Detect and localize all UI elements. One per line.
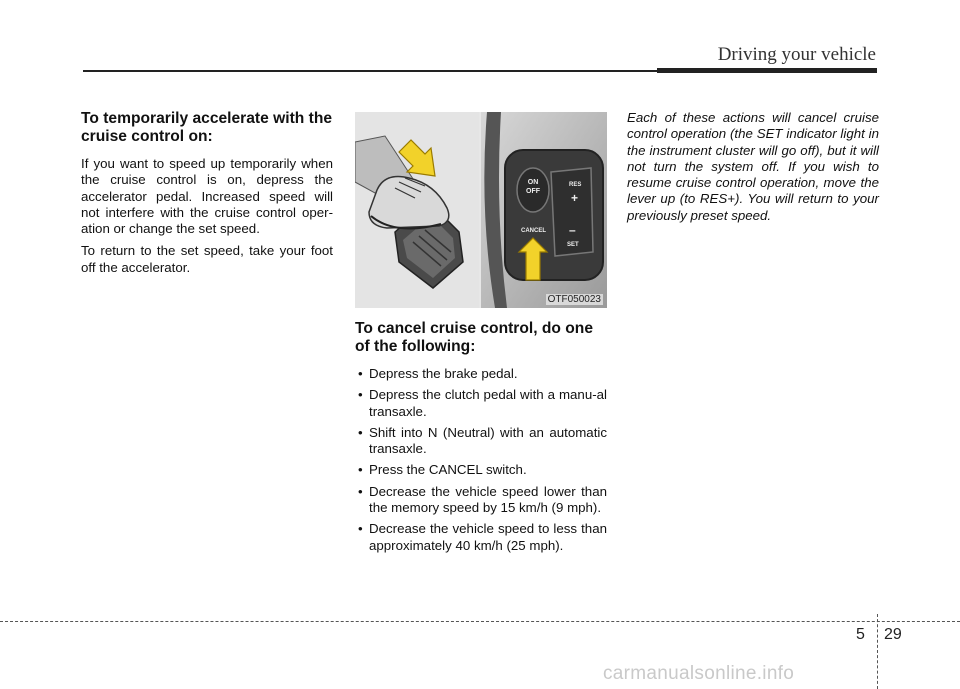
column-cancel <box>355 112 607 559</box>
cancel-list <box>355 366 607 554</box>
list-item: • Depress the clutch pedal with a manu-al transaxle. <box>358 387 607 419</box>
plus-label: + <box>571 191 579 205</box>
figure-illustration <box>355 112 607 308</box>
accelerate-para-1: If you want to speed up temporarily when the cruise control is on, depress the accelerator pedal. Increased speed will not interfere with the cruise control oper-ation or change the set speed. <box>81 156 333 237</box>
cancel-label: CANCEL <box>521 228 546 234</box>
list-item: • Press the CANCEL switch. <box>358 462 527 478</box>
column-accelerate <box>81 110 333 282</box>
watermark: carmanualsonline.info <box>603 663 795 684</box>
list-item: • Shift into N (Neutral) with an automatic transaxle. <box>358 424 607 457</box>
list-item: • Decrease the vehicle speed to less than approximately 40 km/h (25 mph). <box>358 521 607 553</box>
footer-rule <box>0 621 960 622</box>
accelerate-heading: To temporarily accelerate with the cruise control on: <box>81 110 333 145</box>
page-number: 29 <box>884 626 902 643</box>
chapter-number: 5 <box>856 626 865 643</box>
figure-code: OTF050023 <box>547 294 601 305</box>
header-rule-thick <box>657 68 877 73</box>
cancel-heading: To cancel cruise control, do one of the following: <box>355 320 593 355</box>
header-rule-thin <box>83 70 657 72</box>
list-item: • Depress the brake pedal. <box>358 366 518 381</box>
cruise-control-figure <box>355 112 607 308</box>
on-label: ON <box>527 179 539 186</box>
cancel-note: Each of these actions will cancel cruise control operation (the SET indicator light in the instrument cluster will go off), but it will not turn the system off. If you wish to resume cruise control operation, move the lever up (to RES+). You will return to your previously preset speed. <box>627 110 879 223</box>
section-title: Driving your vehicle <box>717 44 876 65</box>
footer-divider <box>877 614 878 689</box>
accelerate-para-2: To return to the set speed, take your foot off the accelerator. <box>81 243 333 275</box>
off-label: OFF <box>526 188 540 195</box>
res-label: RES <box>569 182 582 188</box>
list-item: • Decrease the vehicle speed lower than the memory speed by 15 km/h (9 mph). <box>358 483 607 516</box>
minus-label: – <box>569 223 576 237</box>
column-note <box>627 110 879 230</box>
set-label: SET <box>567 242 579 248</box>
